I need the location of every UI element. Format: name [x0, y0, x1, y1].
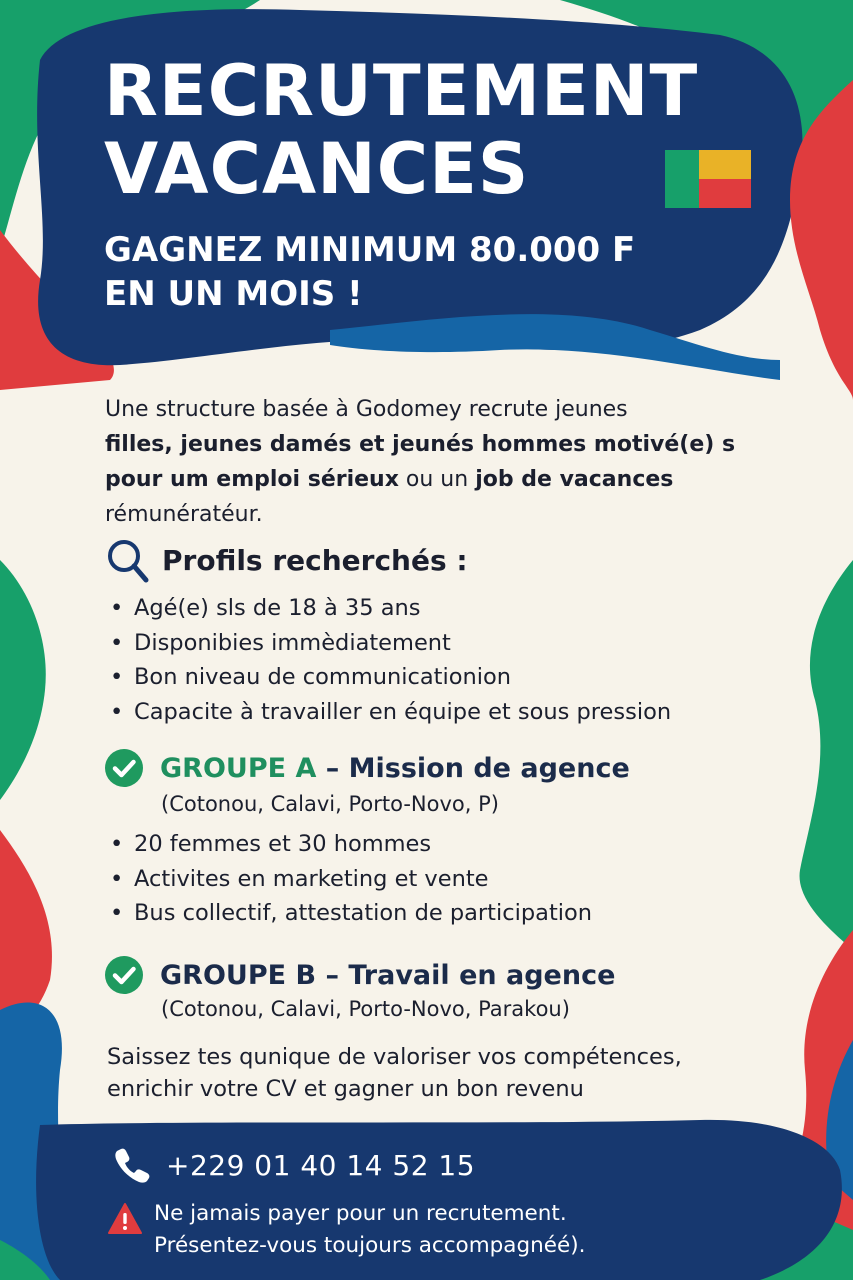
group-a-title — [160, 753, 630, 784]
list-item: • Activites en marketing et vente — [104, 862, 592, 897]
warning-line-2: Présentez-vous toujours accompagnéé). — [154, 1233, 586, 1258]
title-line-2: VACANCES — [104, 128, 530, 210]
subtitle-line-2: EN UN MOIS ! — [104, 274, 363, 314]
group-a-cities: (Cotonou, Calavi, Porto-Novo, P) — [161, 792, 499, 816]
closing-line-1: Saissez tes qunique de valoriser vos compétences, — [107, 1044, 682, 1070]
phone-icon — [112, 1145, 152, 1185]
group-b-header — [104, 955, 615, 995]
intro-text-6: rémunératéur. — [105, 502, 263, 527]
check-circle-icon — [104, 748, 144, 788]
warning-icon — [108, 1202, 142, 1236]
list-item: • 20 femmes et 30 hommes — [104, 827, 592, 862]
group-b-cities: (Cotonou, Calavi, Porto-Novo, Parakou) — [161, 997, 570, 1021]
list-item: • Bon niveau de communicationion — [104, 660, 671, 695]
subtitle-line-1: GAGNEZ MINIMUM 80.000 F — [104, 230, 636, 270]
group-b-subtitle: – Travail en agence — [316, 959, 616, 991]
group-b-label: GROUPE B — [160, 959, 317, 991]
intro-text-5: job de vacances — [475, 467, 674, 492]
intro-text-2: filles, jeunes damés et jeunés hommes motivé(e) s — [105, 432, 736, 457]
list-item: • Disponibies immèdiatement — [104, 626, 671, 661]
profiles-title: Profils recherchés : — [162, 543, 468, 577]
phone-contact[interactable] — [112, 1145, 475, 1185]
list-item: • Bus collectif, attestation de participation — [104, 896, 592, 931]
page-subtitle — [104, 228, 635, 316]
intro-text-4: ou un — [398, 467, 476, 492]
check-circle-icon — [104, 955, 144, 995]
group-a-header — [104, 748, 630, 788]
profiles-list — [104, 591, 671, 729]
closing-paragraph — [107, 1041, 777, 1105]
intro-text-3: pour um emploi sérieux — [105, 467, 399, 492]
profiles-header — [104, 536, 468, 584]
list-item: • Capacite à travailler en équipe et sous pression — [104, 695, 671, 730]
group-b-title — [160, 960, 615, 991]
intro-text-1: Une structure basée à Godomey recrute jeunes — [105, 397, 628, 422]
search-icon — [104, 536, 152, 584]
list-item: • Agé(e) sls de 18 à 35 ans — [104, 591, 671, 626]
page-title — [104, 52, 698, 208]
warning-notice — [108, 1198, 585, 1262]
intro-paragraph — [105, 392, 755, 532]
closing-line-2: enrichir votre CV et gagner un bon revenu — [107, 1076, 584, 1102]
group-a-subtitle: – Mission de agence — [316, 752, 630, 784]
group-a-label: GROUPE A — [160, 752, 317, 784]
group-a-list — [104, 827, 592, 931]
warning-text — [154, 1198, 585, 1262]
warning-line-1: Ne jamais payer pour un recrutement. — [154, 1201, 567, 1226]
title-line-1: RECRUTEMENT — [104, 50, 699, 132]
benin-flag — [665, 150, 751, 208]
phone-number[interactable]: +229 01 40 14 52 15 — [166, 1148, 476, 1182]
